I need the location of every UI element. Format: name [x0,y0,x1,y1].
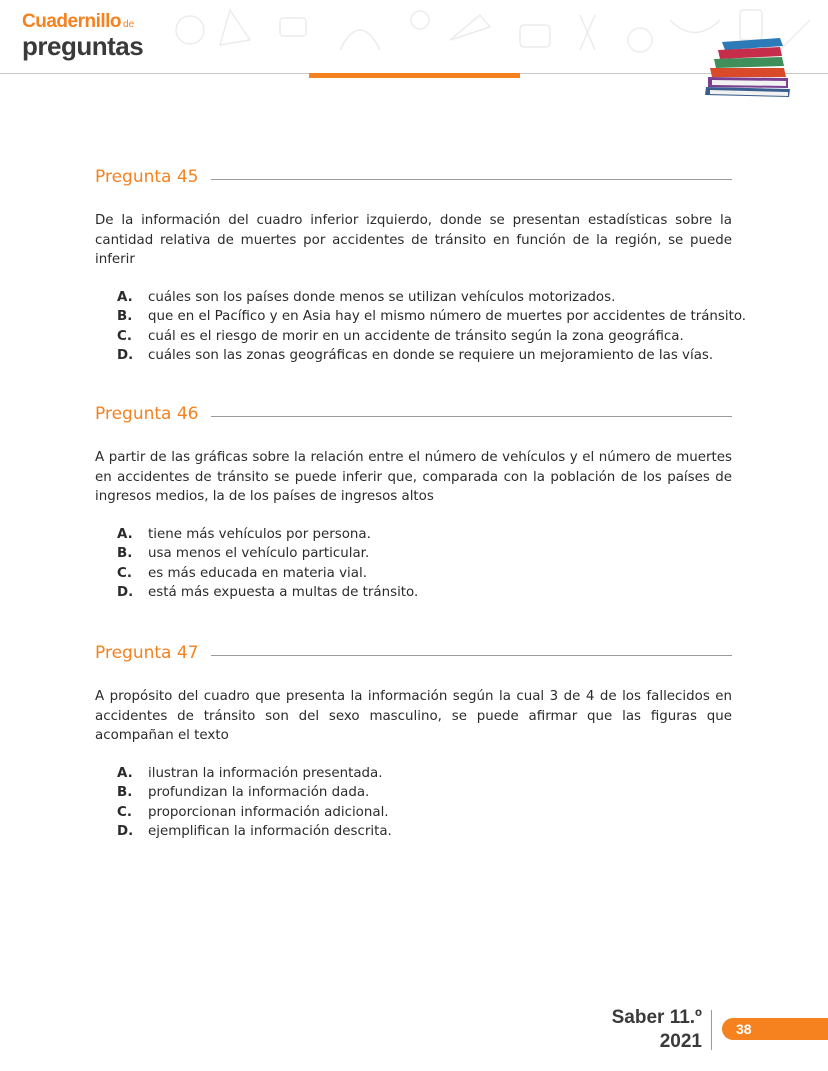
option-text: usa menos el vehículo particular. [148,546,370,561]
options-list [95,764,732,842]
option-letter: B. [117,546,133,561]
question-45 [95,167,747,366]
option-text: cuáles son los países donde menos se utilizan vehículos motorizados. [148,289,616,305]
option-text: es más educada en materia vial. [148,565,367,581]
option-letter: A. [117,765,133,781]
option-c [117,803,732,823]
options-list [95,525,732,603]
option-text: ejemplifican la información descrita. [148,824,392,839]
header-accent-bar [309,73,520,78]
option-c [117,327,732,347]
option-b [117,544,732,564]
question-46 [95,404,732,603]
brand-logo [22,12,143,59]
page-number: 38 [736,1021,752,1037]
brand-bottom: preguntas [22,31,144,61]
question-title: Pregunta 47 [95,643,211,663]
option-letter: A. [117,289,133,305]
option-letter: C. [117,328,132,344]
question-title: Pregunta 45 [95,167,211,187]
option-letter: B. [117,785,133,800]
question-header [95,404,732,428]
brand-top: Cuadernillo [22,11,122,32]
option-text: cuál es el riesgo de morir en un accidente de tránsito según la zona geográfica. [148,328,684,344]
option-text: profundizan la información dada. [148,785,370,800]
option-a [117,288,732,308]
footer-divider [711,1010,712,1050]
question-stem: A partir de las gráficas sobre la relación entre el número de vehículos y el número de muertes en accidentes de tránsito se puede inferir que, comparada con la población de los países de ingresos medios, la de los países de ingresos altos [95,450,732,504]
option-text: proporcionan información adicional. [148,804,389,820]
option-c [117,564,732,584]
question-47 [95,643,732,842]
option-letter: D. [117,824,134,839]
option-text: tiene más vehículos por persona. [148,526,371,542]
option-b [117,307,747,327]
footer-saber: Saber 11.º [611,1007,702,1028]
question-stem: A propósito del cuadro que presenta la información según la cual 3 de 4 de los fallecidos en accidentes de tránsito son del sexo masculino, se puede afirmar que las figuras que acompañan el texto [95,689,732,743]
option-letter: C. [117,565,132,581]
option-text: está más expuesta a multas de tránsito. [148,585,419,600]
option-a [117,764,732,784]
question-stem: De la información del cuadro inferior izquierdo, donde se presentan estadísticas sobre la cantidad relativa de muertes por accidentes de tránsito en función de la región, se puede inferir [95,213,732,267]
option-letter: D. [117,348,134,363]
option-letter: C. [117,804,132,820]
page-header [0,0,828,100]
option-d [117,583,732,603]
option-d [117,346,732,366]
books-icon [700,30,800,100]
option-letter: B. [117,309,133,324]
option-letter: D. [117,585,134,600]
option-text: cuáles son las zonas geográficas en donde se requiere un mejoramiento de las vías. [148,348,714,363]
option-a [117,525,732,545]
footer-exam-label [600,1006,702,1054]
option-b [117,783,732,803]
question-header [95,643,732,667]
option-d [117,822,732,842]
options-list [95,288,747,366]
option-letter: A. [117,526,133,542]
option-text: que en el Pacífico y en Asia hay el mismo número de muertes por accidentes de tránsito. [148,309,747,324]
footer-year: 2021 [659,1031,702,1052]
question-title: Pregunta 46 [95,404,211,424]
question-header [95,167,732,191]
brand-de: de [123,19,135,30]
option-text: ilustran la información presentada. [148,765,383,781]
